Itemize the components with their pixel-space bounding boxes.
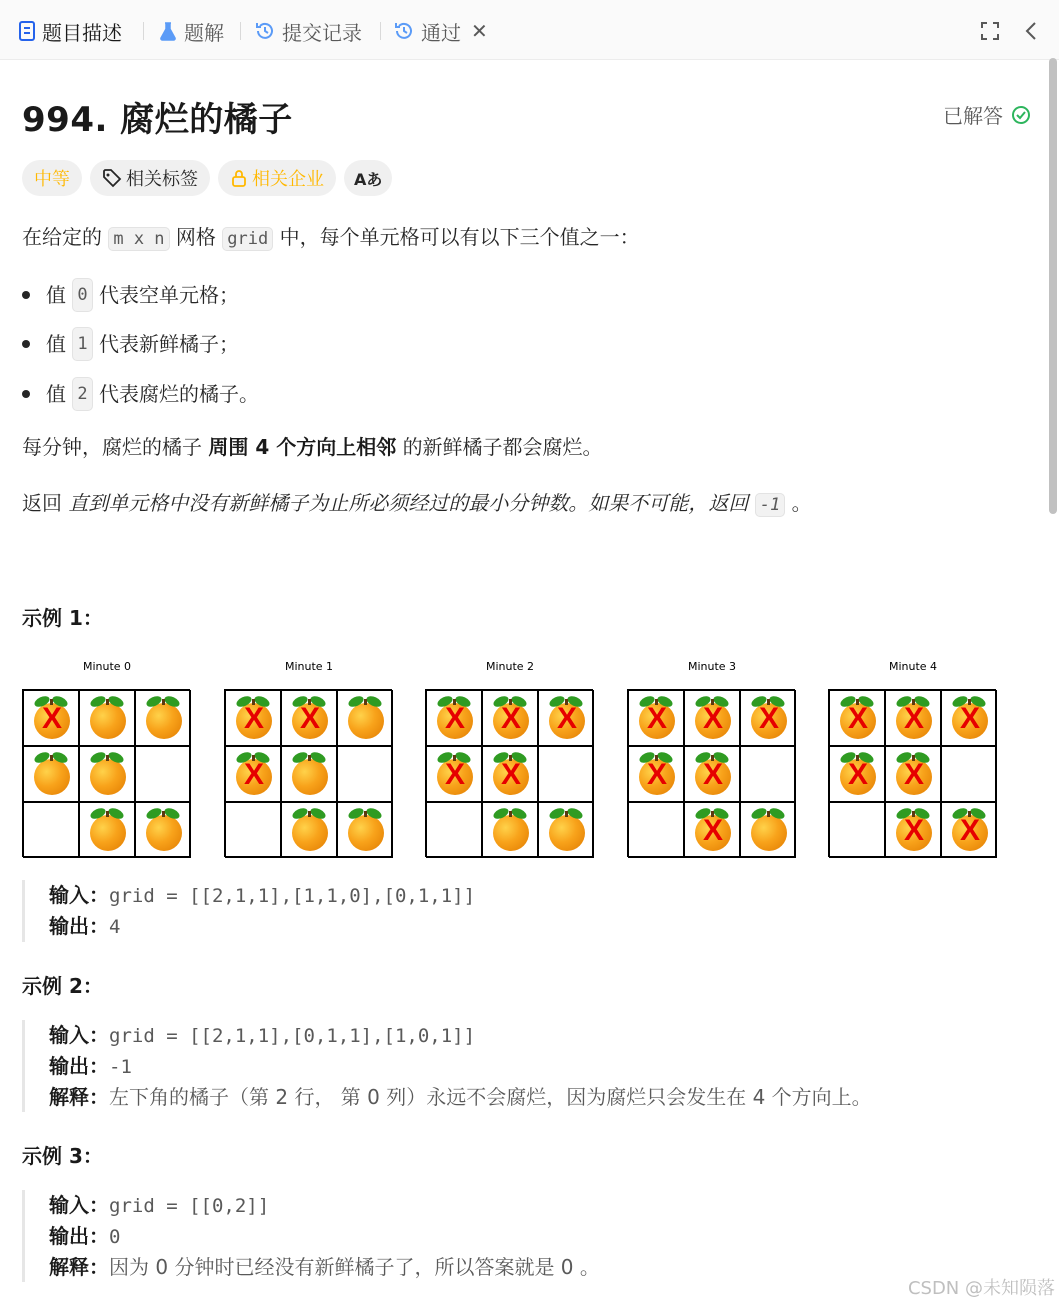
figure-caption: Minute 1	[284, 660, 334, 673]
output-label: 输出：	[49, 914, 109, 938]
figure-caption: Minute 4	[888, 660, 938, 673]
grid-cell	[281, 690, 337, 746]
output-label: 输出：	[49, 1224, 109, 1248]
text: 值	[46, 283, 66, 307]
rotten-x-icon: X	[444, 702, 465, 735]
grid-cell	[740, 746, 796, 802]
grid-cell	[740, 802, 796, 858]
example-input-line	[49, 1020, 872, 1051]
example-block	[22, 1190, 600, 1282]
rotten-x-icon: X	[646, 758, 667, 791]
chevron-left-icon[interactable]	[1018, 18, 1044, 44]
fresh-orange-icon	[292, 815, 328, 851]
grid-cell	[135, 690, 191, 746]
tab-divider	[143, 22, 144, 40]
grid-cell	[225, 746, 281, 802]
inline-code: -1	[755, 493, 785, 517]
orange-grid	[22, 689, 190, 857]
tab-label: 通过	[421, 20, 461, 45]
stem-icon	[106, 699, 109, 705]
example-block	[22, 880, 475, 942]
grid-cell	[23, 802, 79, 858]
grid-cell	[538, 690, 594, 746]
grid-cell	[684, 690, 740, 746]
problem-title: 994. 腐烂的橘子	[22, 100, 293, 140]
output-value: 4	[109, 916, 121, 938]
grid-cell	[482, 746, 538, 802]
tab-divider	[380, 22, 381, 40]
stem-icon	[767, 811, 770, 817]
rotten-x-icon: X	[959, 702, 980, 735]
text: 代表空单元格；	[98, 283, 239, 307]
stem-icon	[162, 811, 165, 817]
rotten-x-icon: X	[847, 758, 868, 791]
grid-cell	[337, 746, 393, 802]
text: 值	[46, 332, 66, 356]
rotten-x-icon: X	[444, 758, 465, 791]
return-paragraph	[22, 488, 812, 520]
orange-grid	[627, 689, 795, 857]
inline-code: grid	[222, 227, 273, 251]
grid-cell	[684, 802, 740, 858]
rotten-x-icon: X	[500, 702, 521, 735]
text: 的新鲜橘子都会腐烂。	[402, 435, 603, 459]
grid-cell	[829, 746, 885, 802]
example-explain-line	[49, 1082, 872, 1112]
example-block	[22, 1020, 872, 1112]
flask-icon	[158, 21, 178, 41]
difficulty-badge[interactable]: 中等	[22, 160, 82, 196]
grid-cell	[337, 802, 393, 858]
grid-cell	[941, 746, 997, 802]
grid-cell	[628, 746, 684, 802]
grid-cell	[538, 802, 594, 858]
grid-cell	[225, 690, 281, 746]
example-output-line	[49, 1221, 600, 1252]
solved-status	[943, 100, 1031, 129]
tab-label: 提交记录	[282, 20, 362, 45]
list-item	[22, 278, 239, 312]
rotten-x-icon: X	[243, 758, 264, 791]
tab-accepted[interactable]	[393, 16, 488, 46]
rotten-x-icon: X	[702, 702, 723, 735]
minute-figure	[828, 660, 998, 857]
tab-solutions[interactable]	[158, 16, 224, 46]
inline-code: m x n	[108, 227, 169, 251]
list-item	[22, 327, 239, 361]
list-item	[22, 377, 259, 411]
rotten-x-icon: X	[758, 702, 779, 735]
output-label: 输出：	[49, 1054, 109, 1078]
grid-cell	[79, 690, 135, 746]
stem-icon	[308, 811, 311, 817]
tab-bar	[0, 0, 1059, 60]
explain-label: 解释：	[49, 1255, 109, 1279]
fresh-orange-icon	[34, 759, 70, 795]
related-tags-label: 相关标签	[126, 169, 198, 190]
stem-icon	[106, 811, 109, 817]
grid-cell	[482, 802, 538, 858]
rotten-x-icon: X	[702, 814, 723, 847]
grid-cell	[23, 690, 79, 746]
translate-icon: Aあ	[354, 169, 383, 189]
rotten-x-icon: X	[903, 758, 924, 791]
rotten-x-icon: X	[847, 702, 868, 735]
stem-icon	[308, 755, 311, 761]
example-title: 示例 1：	[22, 606, 103, 630]
grid-cell	[885, 690, 941, 746]
explain-value: 左下角的橘子（第 2 行， 第 0 列）永远不会腐烂，因为腐烂只会发生在 4 个方向上。	[109, 1085, 872, 1109]
close-icon[interactable]: ✕	[471, 19, 488, 43]
text: 值	[46, 382, 66, 406]
grid-cell	[225, 802, 281, 858]
grid-cell	[135, 802, 191, 858]
intro-paragraph	[22, 222, 640, 254]
fresh-orange-icon	[90, 815, 126, 851]
stem-icon	[565, 811, 568, 817]
minute-figure	[22, 660, 192, 857]
grid-cell	[941, 802, 997, 858]
text: 代表腐烂的橘子。	[98, 382, 259, 406]
minute-figure	[425, 660, 595, 857]
input-value: grid = [[2,1,1],[0,1,1],[1,0,1]]	[109, 1025, 476, 1047]
input-label: 输入：	[49, 1023, 109, 1047]
example-title: 示例 2：	[22, 974, 103, 998]
tag-row	[22, 160, 392, 196]
inline-code: 1	[72, 327, 92, 361]
example-output-line	[49, 1051, 872, 1082]
stem-icon	[106, 755, 109, 761]
input-label: 输入：	[49, 1193, 109, 1217]
grid-cell	[23, 746, 79, 802]
text: 在给定的	[22, 225, 102, 249]
lock-icon	[230, 168, 248, 188]
text: 每分钟，腐烂的橘子	[22, 435, 202, 459]
fresh-orange-icon	[146, 703, 182, 739]
grid-cell	[684, 746, 740, 802]
input-label: 输入：	[49, 883, 109, 907]
grid-cell	[628, 802, 684, 858]
grid-cell	[79, 746, 135, 802]
grid-cell	[829, 690, 885, 746]
orange-grid	[224, 689, 392, 857]
grid-cell	[426, 746, 482, 802]
bullet-dot	[22, 291, 30, 299]
rotten-x-icon: X	[556, 702, 577, 735]
grid-cell	[885, 746, 941, 802]
minute-figure	[224, 660, 394, 857]
stem-icon	[364, 811, 367, 817]
rotten-x-icon: X	[243, 702, 264, 735]
rotten-x-icon: X	[500, 758, 521, 791]
grid-cell	[79, 802, 135, 858]
description-icon	[18, 21, 36, 41]
orange-grid	[828, 689, 996, 857]
rotten-x-icon: X	[959, 814, 980, 847]
check-circle-icon	[1011, 105, 1031, 125]
grid-cell	[281, 746, 337, 802]
related-tags-button[interactable]	[90, 160, 210, 196]
grid-cell	[426, 690, 482, 746]
tab-label: 题目描述	[42, 20, 122, 45]
tab-submissions[interactable]	[254, 16, 362, 46]
rotten-x-icon: X	[646, 702, 667, 735]
input-value: grid = [[2,1,1],[1,1,0],[0,1,1]]	[109, 885, 476, 907]
related-companies-button[interactable]	[218, 160, 336, 196]
solved-label: 已解答	[943, 104, 1003, 128]
italic-text: 直到单元格中没有新鲜橘子为止所必须经过的最小分钟数。如果不可能，返回	[68, 491, 749, 515]
tab-label: 题解	[184, 20, 224, 45]
grid-cell	[941, 690, 997, 746]
example-explain-line	[49, 1252, 600, 1282]
stem-icon	[50, 755, 53, 761]
grid-cell	[482, 690, 538, 746]
inline-code: 2	[72, 377, 92, 411]
grid-cell	[885, 802, 941, 858]
rule-paragraph	[22, 432, 603, 462]
fresh-orange-icon	[348, 703, 384, 739]
example-input-line	[49, 1190, 600, 1221]
text: 返回	[22, 491, 62, 515]
stem-icon	[364, 699, 367, 705]
figure-caption: Minute 0	[82, 660, 132, 673]
grid-cell	[538, 746, 594, 802]
minute-figure	[627, 660, 797, 857]
fresh-orange-icon	[292, 759, 328, 795]
text: 代表新鲜橘子；	[98, 332, 239, 356]
grid-cell	[281, 802, 337, 858]
stem-icon	[509, 811, 512, 817]
rotten-x-icon: X	[41, 702, 62, 735]
fresh-orange-icon	[549, 815, 585, 851]
rotten-x-icon: X	[299, 702, 320, 735]
related-companies-label: 相关企业	[252, 169, 324, 190]
input-value: grid = [[0,2]]	[109, 1195, 270, 1217]
grid-cell	[740, 690, 796, 746]
figure-caption: Minute 2	[485, 660, 535, 673]
text: 。	[791, 491, 812, 515]
bullet-dot	[22, 390, 30, 398]
bullet-dot	[22, 340, 30, 348]
grid-cell	[628, 690, 684, 746]
output-value: -1	[109, 1056, 132, 1078]
output-value: 0	[109, 1226, 121, 1248]
tag-icon	[102, 168, 122, 188]
fresh-orange-icon	[90, 759, 126, 795]
rotten-x-icon: X	[702, 758, 723, 791]
rotten-x-icon: X	[903, 702, 924, 735]
stem-icon	[162, 699, 165, 705]
scrollbar[interactable]	[1049, 58, 1057, 514]
watermark: CSDN @未知陨落	[907, 1278, 1055, 1299]
explain-label: 解释：	[49, 1085, 109, 1109]
grid-cell	[337, 690, 393, 746]
fresh-orange-icon	[493, 815, 529, 851]
tab-divider	[240, 22, 241, 40]
example-output-line	[49, 911, 475, 942]
fresh-orange-icon	[90, 703, 126, 739]
tab-description[interactable]	[18, 16, 122, 46]
example-input-line	[49, 880, 475, 911]
grid-cell	[829, 802, 885, 858]
text: 中，每个单元格可以有以下三个值之一：	[279, 225, 640, 249]
rotten-x-icon: X	[903, 814, 924, 847]
fullscreen-icon[interactable]	[977, 18, 1003, 44]
example-title: 示例 3：	[22, 1144, 103, 1168]
text: 网格	[175, 225, 216, 249]
inline-code: 0	[72, 278, 92, 312]
fresh-orange-icon	[146, 815, 182, 851]
fresh-orange-icon	[348, 815, 384, 851]
translate-button[interactable]	[344, 160, 392, 196]
figure-caption: Minute 3	[687, 660, 737, 673]
fresh-orange-icon	[751, 815, 787, 851]
history-icon	[393, 20, 415, 42]
grid-cell	[426, 802, 482, 858]
orange-grid	[425, 689, 593, 857]
grid-cell	[135, 746, 191, 802]
history-icon	[254, 20, 276, 42]
explain-value: 因为 0 分钟时已经没有新鲜橘子了，所以答案就是 0 。	[109, 1255, 600, 1279]
bold-text: 周围 4 个方向上相邻	[208, 435, 397, 459]
